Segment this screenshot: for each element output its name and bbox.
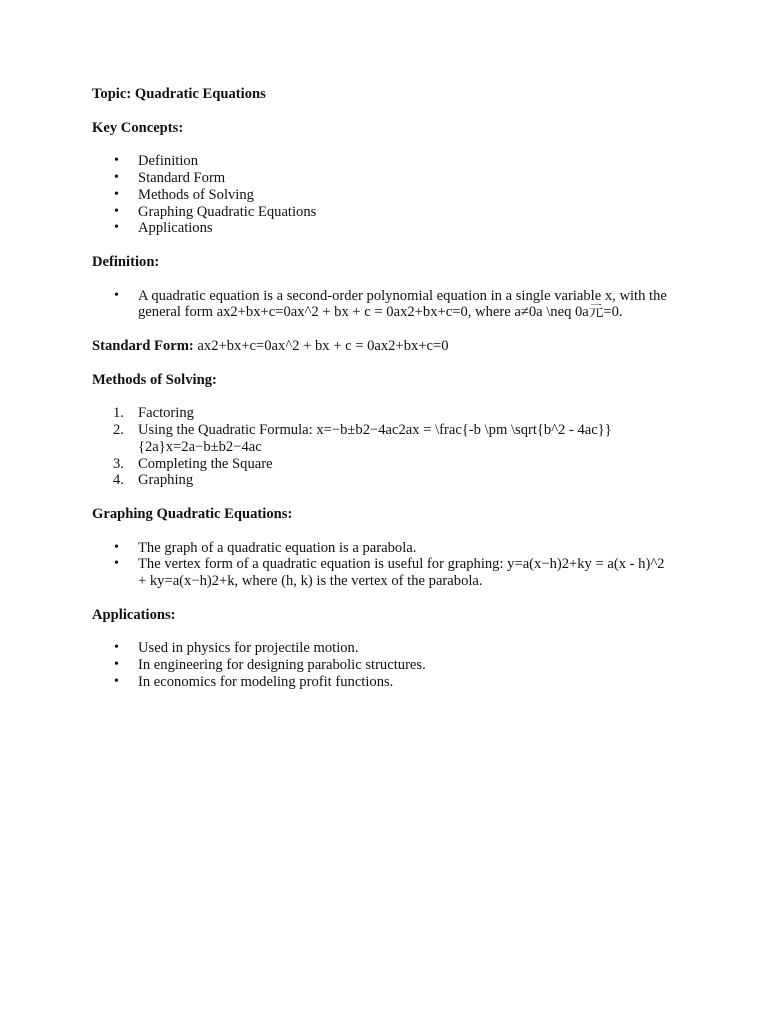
- standard-form-text: ax2+bx+c=0ax^2 + bx + c = 0ax2+bx+c=0: [193, 338, 449, 355]
- bullet-icon: •: [114, 556, 119, 572]
- list-number: 2.: [113, 422, 124, 439]
- list-item: [92, 472, 672, 489]
- list-item-text: Definition: [138, 153, 198, 170]
- list-item-text: Used in physics for projectile motion.: [138, 640, 359, 657]
- bullet-icon: •: [114, 539, 119, 555]
- bullet-icon: •: [114, 186, 119, 202]
- spacer: [92, 489, 672, 506]
- bullet-icon: •: [114, 220, 119, 236]
- list-item-text: Graphing: [138, 472, 194, 489]
- bullet-icon: •: [114, 153, 119, 169]
- graphing-heading: Graphing Quadratic Equations:: [92, 505, 293, 522]
- list-item-text: Applications: [138, 220, 213, 237]
- list-item-text: Graphing Quadratic Equations: [138, 203, 317, 220]
- bullet-icon: •: [114, 203, 119, 219]
- list-item-text: In engineering for designing parabolic structures.: [138, 657, 426, 674]
- list-item-text: Standard Form: [138, 170, 226, 187]
- list-item: [92, 640, 672, 657]
- methods-list: [92, 405, 672, 489]
- list-item: [92, 674, 672, 691]
- spacer: [92, 271, 672, 288]
- list-item: [92, 405, 672, 422]
- list-item-text: Factoring: [138, 405, 194, 422]
- standard-form-label: Standard Form:: [92, 338, 194, 355]
- bullet-icon: •: [114, 657, 119, 673]
- list-item-text: A quadratic equation is a second-order polynomial equation in a single variable x, with the general form ax2+bx+c=0ax^2 + bx + c = 0ax2+bx+c=0, where a≠0a \neq 0a元=0.: [138, 287, 667, 321]
- key-concepts-list: [92, 153, 672, 237]
- methods-heading: Methods of Solving:: [92, 371, 217, 388]
- list-item-text: Using the Quadratic Formula: x=−b±b2−4ac2ax = \frac{-b \pm \sqrt{b^2 - 4ac}}{2a}x=2a−b±b2−4ac: [138, 422, 612, 455]
- list-item: [92, 422, 672, 455]
- document-body: [92, 86, 672, 691]
- list-item-text: In economics for modeling profit functions.: [138, 673, 394, 690]
- spacer: [92, 321, 672, 338]
- spacer: [92, 388, 672, 405]
- list-item: [92, 220, 672, 237]
- list-item: [92, 657, 672, 674]
- bullet-icon: •: [114, 673, 119, 689]
- list-item: [92, 540, 672, 557]
- spacer: [92, 237, 672, 254]
- list-item: [92, 153, 672, 170]
- spacer: [92, 623, 672, 640]
- list-item-text: The vertex form of a quadratic equation is useful for graphing: y=a(x−h)2+ky = a(x - h)^2 + ky=a(x−h)2+k, where (h, k) is the vertex of the parabola.: [138, 556, 665, 590]
- spacer: [92, 103, 672, 120]
- spacer: [92, 355, 672, 372]
- list-item: [92, 170, 672, 187]
- list-item: [92, 288, 672, 321]
- list-item: [92, 204, 672, 221]
- list-item: [92, 456, 672, 473]
- bullet-icon: •: [114, 640, 119, 656]
- list-number: 1.: [113, 405, 124, 422]
- list-item-text: Methods of Solving: [138, 186, 254, 203]
- applications-heading: Applications:: [92, 606, 176, 623]
- graphing-list: [92, 540, 672, 590]
- list-item-text: Completing the Square: [138, 455, 273, 472]
- key-concepts-heading: Key Concepts:: [92, 119, 184, 136]
- definition-list: [92, 288, 672, 321]
- standard-form-paragraph: [92, 338, 672, 355]
- list-item-text: The graph of a quadratic equation is a parabola.: [138, 539, 417, 556]
- spacer: [92, 590, 672, 607]
- list-number: 3.: [113, 455, 124, 472]
- list-item: [92, 556, 672, 589]
- topic-heading: Topic: Quadratic Equations: [92, 86, 266, 102]
- spacer: [92, 136, 672, 153]
- list-number: 4.: [113, 472, 124, 489]
- bullet-icon: •: [114, 170, 119, 186]
- definition-heading: Definition:: [92, 253, 160, 270]
- applications-list: [92, 640, 672, 690]
- spacer: [92, 523, 672, 540]
- bullet-icon: •: [114, 287, 119, 303]
- list-item: [92, 187, 672, 204]
